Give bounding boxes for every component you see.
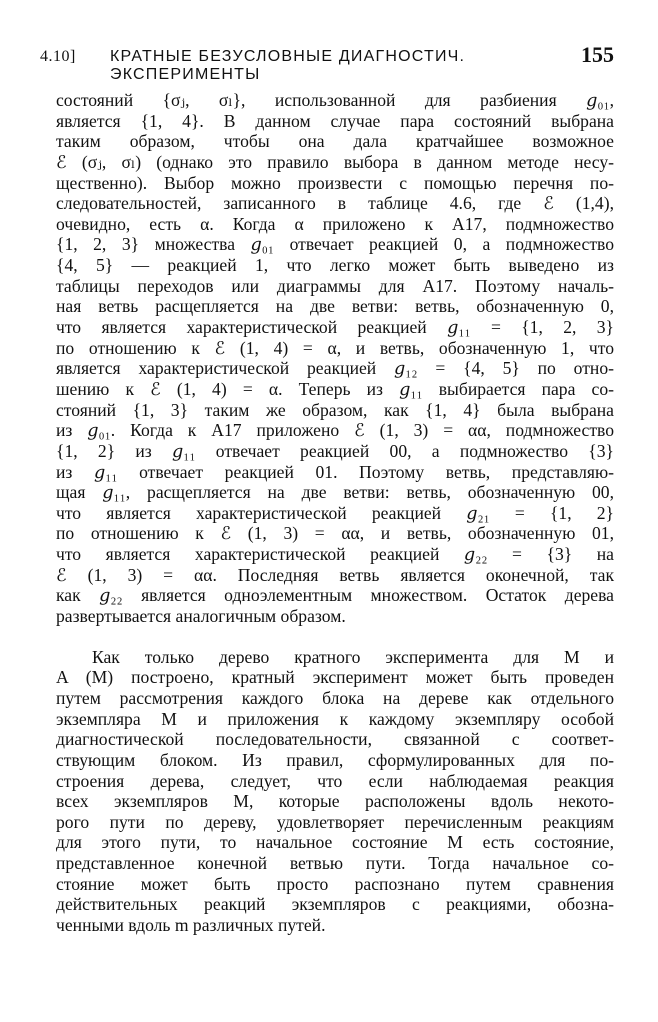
text-line: шению к ℰ (1, 4) = α. Теперь из 𝑔₁₁ выбирается пара со-	[56, 378, 614, 399]
text-line: рого пути по дереву, удовлетворяет перечисленным реакциям	[56, 811, 614, 832]
text-line: строения дерева, следует, что если наблюдаемая реакция	[56, 770, 614, 791]
text-line: что является характеристической реакцией 𝑔₂₁ = {1, 2}	[56, 502, 614, 523]
paragraph	[56, 90, 614, 627]
text-line: очевидно, есть α. Когда α приложено к A17, подмножество	[56, 213, 614, 234]
text-line: из 𝑔₁₁ отвечает реакцией 01. Поэтому ветвь, представляю-	[56, 461, 614, 482]
text-line: по отношению к ℰ (1, 4) = α, и ветвь, обозначенную 1, что	[56, 337, 614, 358]
text-line: следовательностей, записанного в таблице 4.6, где ℰ (1,4),	[56, 193, 614, 214]
text-line: Как только дерево кратного эксперимента для M и	[92, 646, 614, 667]
text-line: {1, 2} из 𝑔₁₁ отвечает реакцией 00, а подмножество {3}	[56, 440, 614, 461]
text-line: представленное конечной ветвью пути. Тогда начальное со-	[56, 853, 614, 874]
text-line: для этого пути, то начальное состояние M есть состояние,	[56, 832, 614, 853]
text-line: ℰ (1, 3) = αα. Последняя ветвь является оконечной, так	[56, 564, 614, 585]
text-line: стояние может быть просто распознано путем сравнения	[56, 873, 614, 894]
text-line: как 𝑔₂₂ является одноэлементным множеством. Остаток дерева	[56, 585, 614, 606]
text-line: состояний {σⱼ, σₗ}, использованной для разбиения 𝑔₀₁,	[56, 90, 614, 110]
text-line: по отношению к ℰ (1, 3) = αα, и ветвь, обозначенную 01,	[56, 523, 614, 544]
text-line: A (M) построено, кратный эксперимент может быть проведен	[56, 667, 614, 688]
text-line: из 𝑔₀₁. Когда к A17 приложено ℰ (1, 3) = αα, подмножество	[56, 420, 614, 441]
text-line: что является характеристической реакцией 𝑔₁₁ = {1, 2, 3}	[56, 317, 614, 338]
text-line: щая 𝑔₁₁, расщепляется на две ветви: ветвь, обозначенную 00,	[56, 482, 614, 503]
text-line: {1, 2, 3} множества 𝑔₀₁ отвечает реакцией 0, а подмножество	[56, 234, 614, 255]
text-line: является характеристической реакцией 𝑔₁₂ = {4, 5} по отно-	[56, 358, 614, 379]
text-line: что является характеристической реакцией 𝑔₂₂ = {3} на	[56, 544, 614, 565]
paragraph	[56, 647, 614, 936]
running-title: КРАТНЫЕ БЕЗУСЛОВНЫЕ ДИАГНОСТИЧ. ЭКСПЕРИМЕНТЫ	[110, 48, 466, 83]
text-line: {4, 5} — реакцией 1, что легко может быть выведено из	[56, 255, 614, 276]
text-line: щественно). Выбор можно произвести с помощью перечня по-	[56, 172, 614, 193]
text-line: экземпляра M и приложения к каждому экземпляру особой	[56, 708, 614, 729]
text-line: ченными вдоль m различных путей.	[56, 914, 326, 935]
text-line: таблицы переходов или диаграммы для A17. Поэтому началь-	[56, 275, 614, 296]
body-text	[56, 90, 614, 936]
section-number: 4.10]	[40, 48, 76, 65]
text-line: является {1, 4}. В данном случае пара состояний выбрана	[56, 110, 614, 131]
text-line: стояний {1, 3} таким же образом, как {1, 4} была выбрана	[56, 399, 614, 420]
text-line: всех экземпляров M, которые расположены вдоль некото-	[56, 791, 614, 812]
text-line: таким образом, чтобы она дала кратчайшее возможное	[56, 131, 614, 152]
page-number: 155	[581, 42, 614, 67]
text-line: диагностической последовательности, связанной с соответ-	[56, 729, 614, 750]
running-header	[40, 42, 614, 83]
text-line: ная ветвь расщепляется на две ветви: ветвь, обозначенную 0,	[56, 296, 614, 317]
text-line: ℰ (σⱼ, σₗ) (однако это правило выбора в данном методе несу-	[56, 151, 614, 172]
text-line: ствующим блоком. Из правил, сформулированных для по-	[56, 749, 614, 770]
text-line: развертывается аналогичным образом.	[56, 606, 346, 627]
text-line: действительных реакций экземпляров с реакциями, обозна-	[56, 894, 614, 915]
text-line: путем рассмотрения каждого блока на дереве как отдельного	[56, 687, 614, 708]
